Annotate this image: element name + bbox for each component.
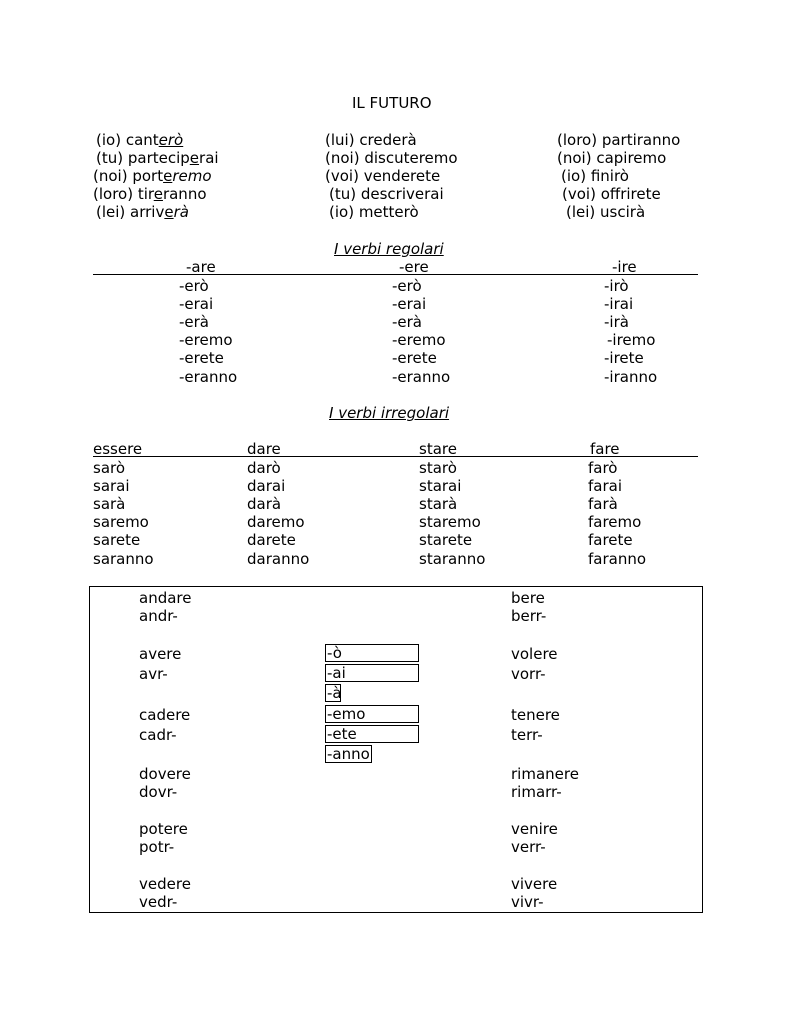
verb-form: sarete (93, 531, 141, 549)
example-item: (tu) parteciperai (96, 149, 219, 167)
verb-form: saremo (93, 513, 149, 531)
ending: -erà (392, 313, 422, 331)
ending-box: -ete (325, 725, 419, 743)
stem: vedr- (139, 893, 178, 911)
verb-form: saranno (93, 550, 154, 568)
stem: vivr- (511, 893, 544, 911)
ending: -eremo (179, 331, 233, 349)
verb-form: starete (419, 531, 473, 549)
example-item: (lei) uscirà (566, 203, 646, 221)
stem: potr- (139, 838, 175, 856)
example-item: (noi) discuteremo (325, 149, 458, 167)
column-header-dare: dare (247, 440, 281, 458)
ending: -erai (179, 295, 214, 313)
infinitive: potere (139, 820, 188, 838)
irregular-verbs-heading: I verbi irregolari (329, 404, 450, 422)
stem: rimarr- (511, 783, 562, 801)
ending: -eremo (392, 331, 446, 349)
ending-box: -ò (325, 644, 419, 662)
infinitive: cadere (139, 706, 191, 724)
ending-box: -anno (325, 745, 372, 763)
irregular-stems-box (89, 586, 703, 913)
example-item: (io) metterò (329, 203, 419, 221)
example-item: (lei) arriverà (96, 203, 189, 221)
stem: verr- (511, 838, 546, 856)
ending: -erò (392, 277, 422, 295)
verb-form: darò (247, 459, 281, 477)
ending: -erà (179, 313, 209, 331)
infinitive: venire (511, 820, 558, 838)
verb-form: farà (588, 495, 618, 513)
column-header-fare: fare (590, 440, 620, 458)
verb-form: sarà (93, 495, 126, 513)
ending: -irà (604, 313, 629, 331)
verb-form: darete (247, 531, 296, 549)
example-item: (voi) venderete (325, 167, 441, 185)
infinitive: vedere (139, 875, 191, 893)
stem: dovr- (139, 783, 178, 801)
infinitive: bere (511, 589, 545, 607)
verb-form: starà (419, 495, 458, 513)
stem: berr- (511, 607, 547, 625)
example-item: (io) canterò (96, 131, 184, 149)
verb-form: darà (247, 495, 282, 513)
ending: -erò (179, 277, 209, 295)
infinitive: volere (511, 645, 558, 663)
example-item: (loro) tireranno (93, 185, 207, 203)
verb-form: sarai (93, 477, 130, 495)
infinitive: tenere (511, 706, 560, 724)
ending: -irò (604, 277, 629, 295)
example-item: (loro) partiranno (557, 131, 681, 149)
stem: avr- (139, 665, 168, 683)
verb-form: farai (588, 477, 622, 495)
infinitive: rimanere (511, 765, 579, 783)
example-item: (noi) porteremo (93, 167, 212, 185)
ending: -erai (392, 295, 427, 313)
infinitive: vivere (511, 875, 558, 893)
infinitive: dovere (139, 765, 191, 783)
regular-header-rule (93, 274, 698, 275)
verb-form: starai (419, 477, 462, 495)
verb-form: farete (588, 531, 633, 549)
example-item: (lui) crederà (325, 131, 417, 149)
ending: -irete (604, 349, 644, 367)
verb-form: darai (247, 477, 286, 495)
irregular-header-rule (93, 456, 698, 457)
example-item: (tu) descriverai (329, 185, 444, 203)
ending: -irai (604, 295, 634, 313)
verb-form: daranno (247, 550, 310, 568)
column-header-are: -are (186, 258, 216, 276)
ending: -eranno (179, 368, 238, 386)
verb-form: starò (419, 459, 457, 477)
stem: vorr- (511, 665, 546, 683)
ending: -erete (179, 349, 224, 367)
ending: -erete (392, 349, 437, 367)
verb-form: faranno (588, 550, 647, 568)
infinitive: andare (139, 589, 192, 607)
column-header-essere: essere (93, 440, 143, 458)
ending: -iremo (607, 331, 656, 349)
example-item: (voi) offrirete (562, 185, 661, 203)
regular-verbs-heading: I verbi regolari (334, 240, 444, 258)
ending-box: -ai (325, 664, 419, 682)
verb-form: staranno (419, 550, 486, 568)
verb-form: faremo (588, 513, 642, 531)
page-title: IL FUTURO (352, 94, 432, 112)
ending: -iranno (604, 368, 658, 386)
column-header-stare: stare (419, 440, 457, 458)
stem: cadr- (139, 726, 177, 744)
ending-box: -à (327, 684, 342, 702)
verb-form: farò (588, 459, 618, 477)
ending: -eranno (392, 368, 451, 386)
example-item: (noi) capiremo (557, 149, 667, 167)
example-item: (io) finirò (561, 167, 629, 185)
verb-form: staremo (419, 513, 481, 531)
ending-box: -emo (325, 705, 419, 723)
column-header-ere: -ere (399, 258, 429, 276)
verb-form: daremo (247, 513, 305, 531)
verb-form: sarò (93, 459, 126, 477)
stem: andr- (139, 607, 178, 625)
column-header-ire: -ire (612, 258, 637, 276)
stem: terr- (511, 726, 543, 744)
infinitive: avere (139, 645, 182, 663)
